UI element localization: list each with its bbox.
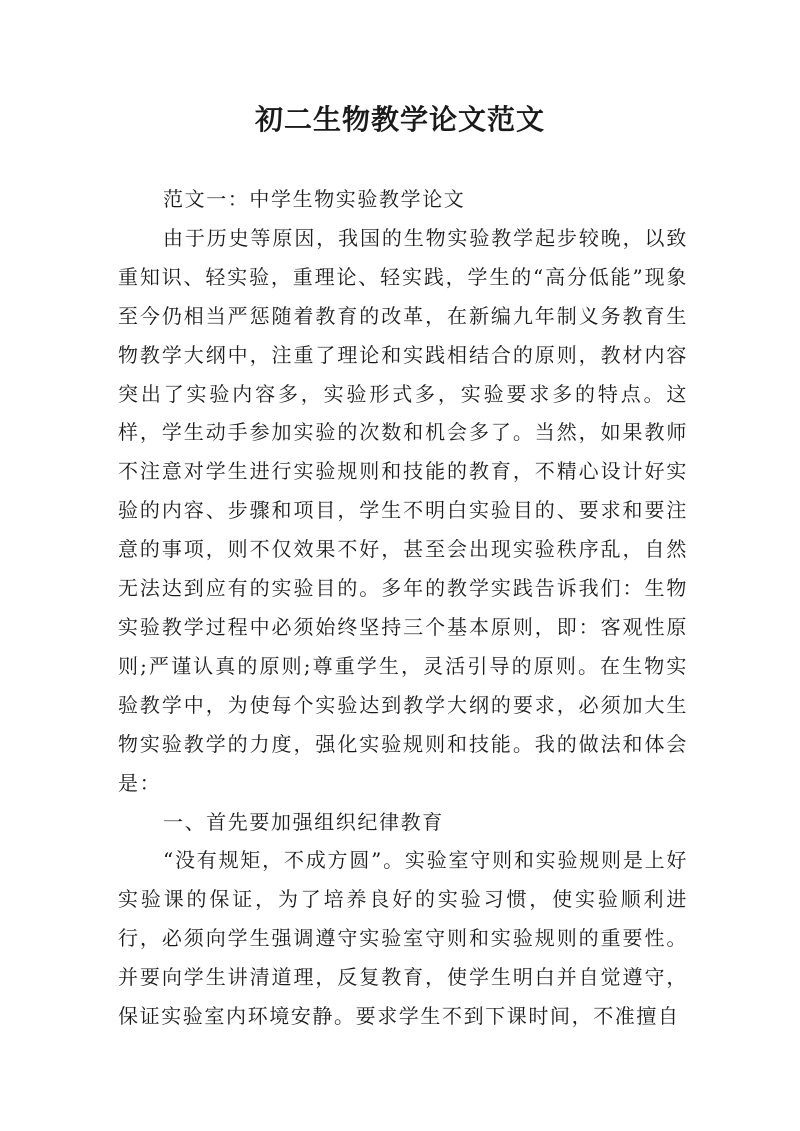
paragraph-discipline: “没有规矩，不成方圆”。实验室守则和实验规则是上好实验课的保证，为了培养良好的实验习惯，使实验顺利进行，必须向学生强调遵守实验室守则和实验规则的重要性。并要向学生讲清道理，反复教育，使学生明白并自觉遵守，保证实验室内环境安静。要求学生不到下课时间，不准擅自 bbox=[118, 848, 688, 1029]
page-title: 初二生物教学论文范文 bbox=[254, 103, 545, 136]
paragraph-introduction: 由于历史等原因，我国的生物实验教学起步较晚，以致重知识、轻实验，重理论、轻实践，学生的“高分低能”现象至今仍相当严惩随着教育的改革，在新编九年制义务教育生物教学大纲中，注重了理论和实践相结合的原则，教材内容突出了实验内容多，实验形式多，实验要求多的特点。这样，学生动手参加实验的次数和机会多了。当然，如果教师不注意对学生进行实验规则和技能的教育，不精心设计好实验的内容、步骤和项目，学生不明白实验目的、要求和要注意的事项，则不仅效果不好，甚至会出现实验秩序乱，自然无法达到应有的实验目的。多年的教学实践告诉我们：生物实验教学过程中必须始终坚持三个基本原则，即：客观性原则;严谨认真的原则;尊重学生，灵活引导的原则。在生物实验教学中，为使每个实验达到教学大纲的要求，必须加大生物实验教学的力度，强化实验规则和技能。我的做法和体会是： bbox=[118, 225, 688, 795]
paragraph-heading-example-one: 范文一：中学生物实验教学论文 bbox=[163, 187, 466, 211]
paragraph-section-heading: 一、首先要加强组织纪律教育 bbox=[163, 809, 444, 834]
document-body bbox=[118, 180, 688, 1036]
